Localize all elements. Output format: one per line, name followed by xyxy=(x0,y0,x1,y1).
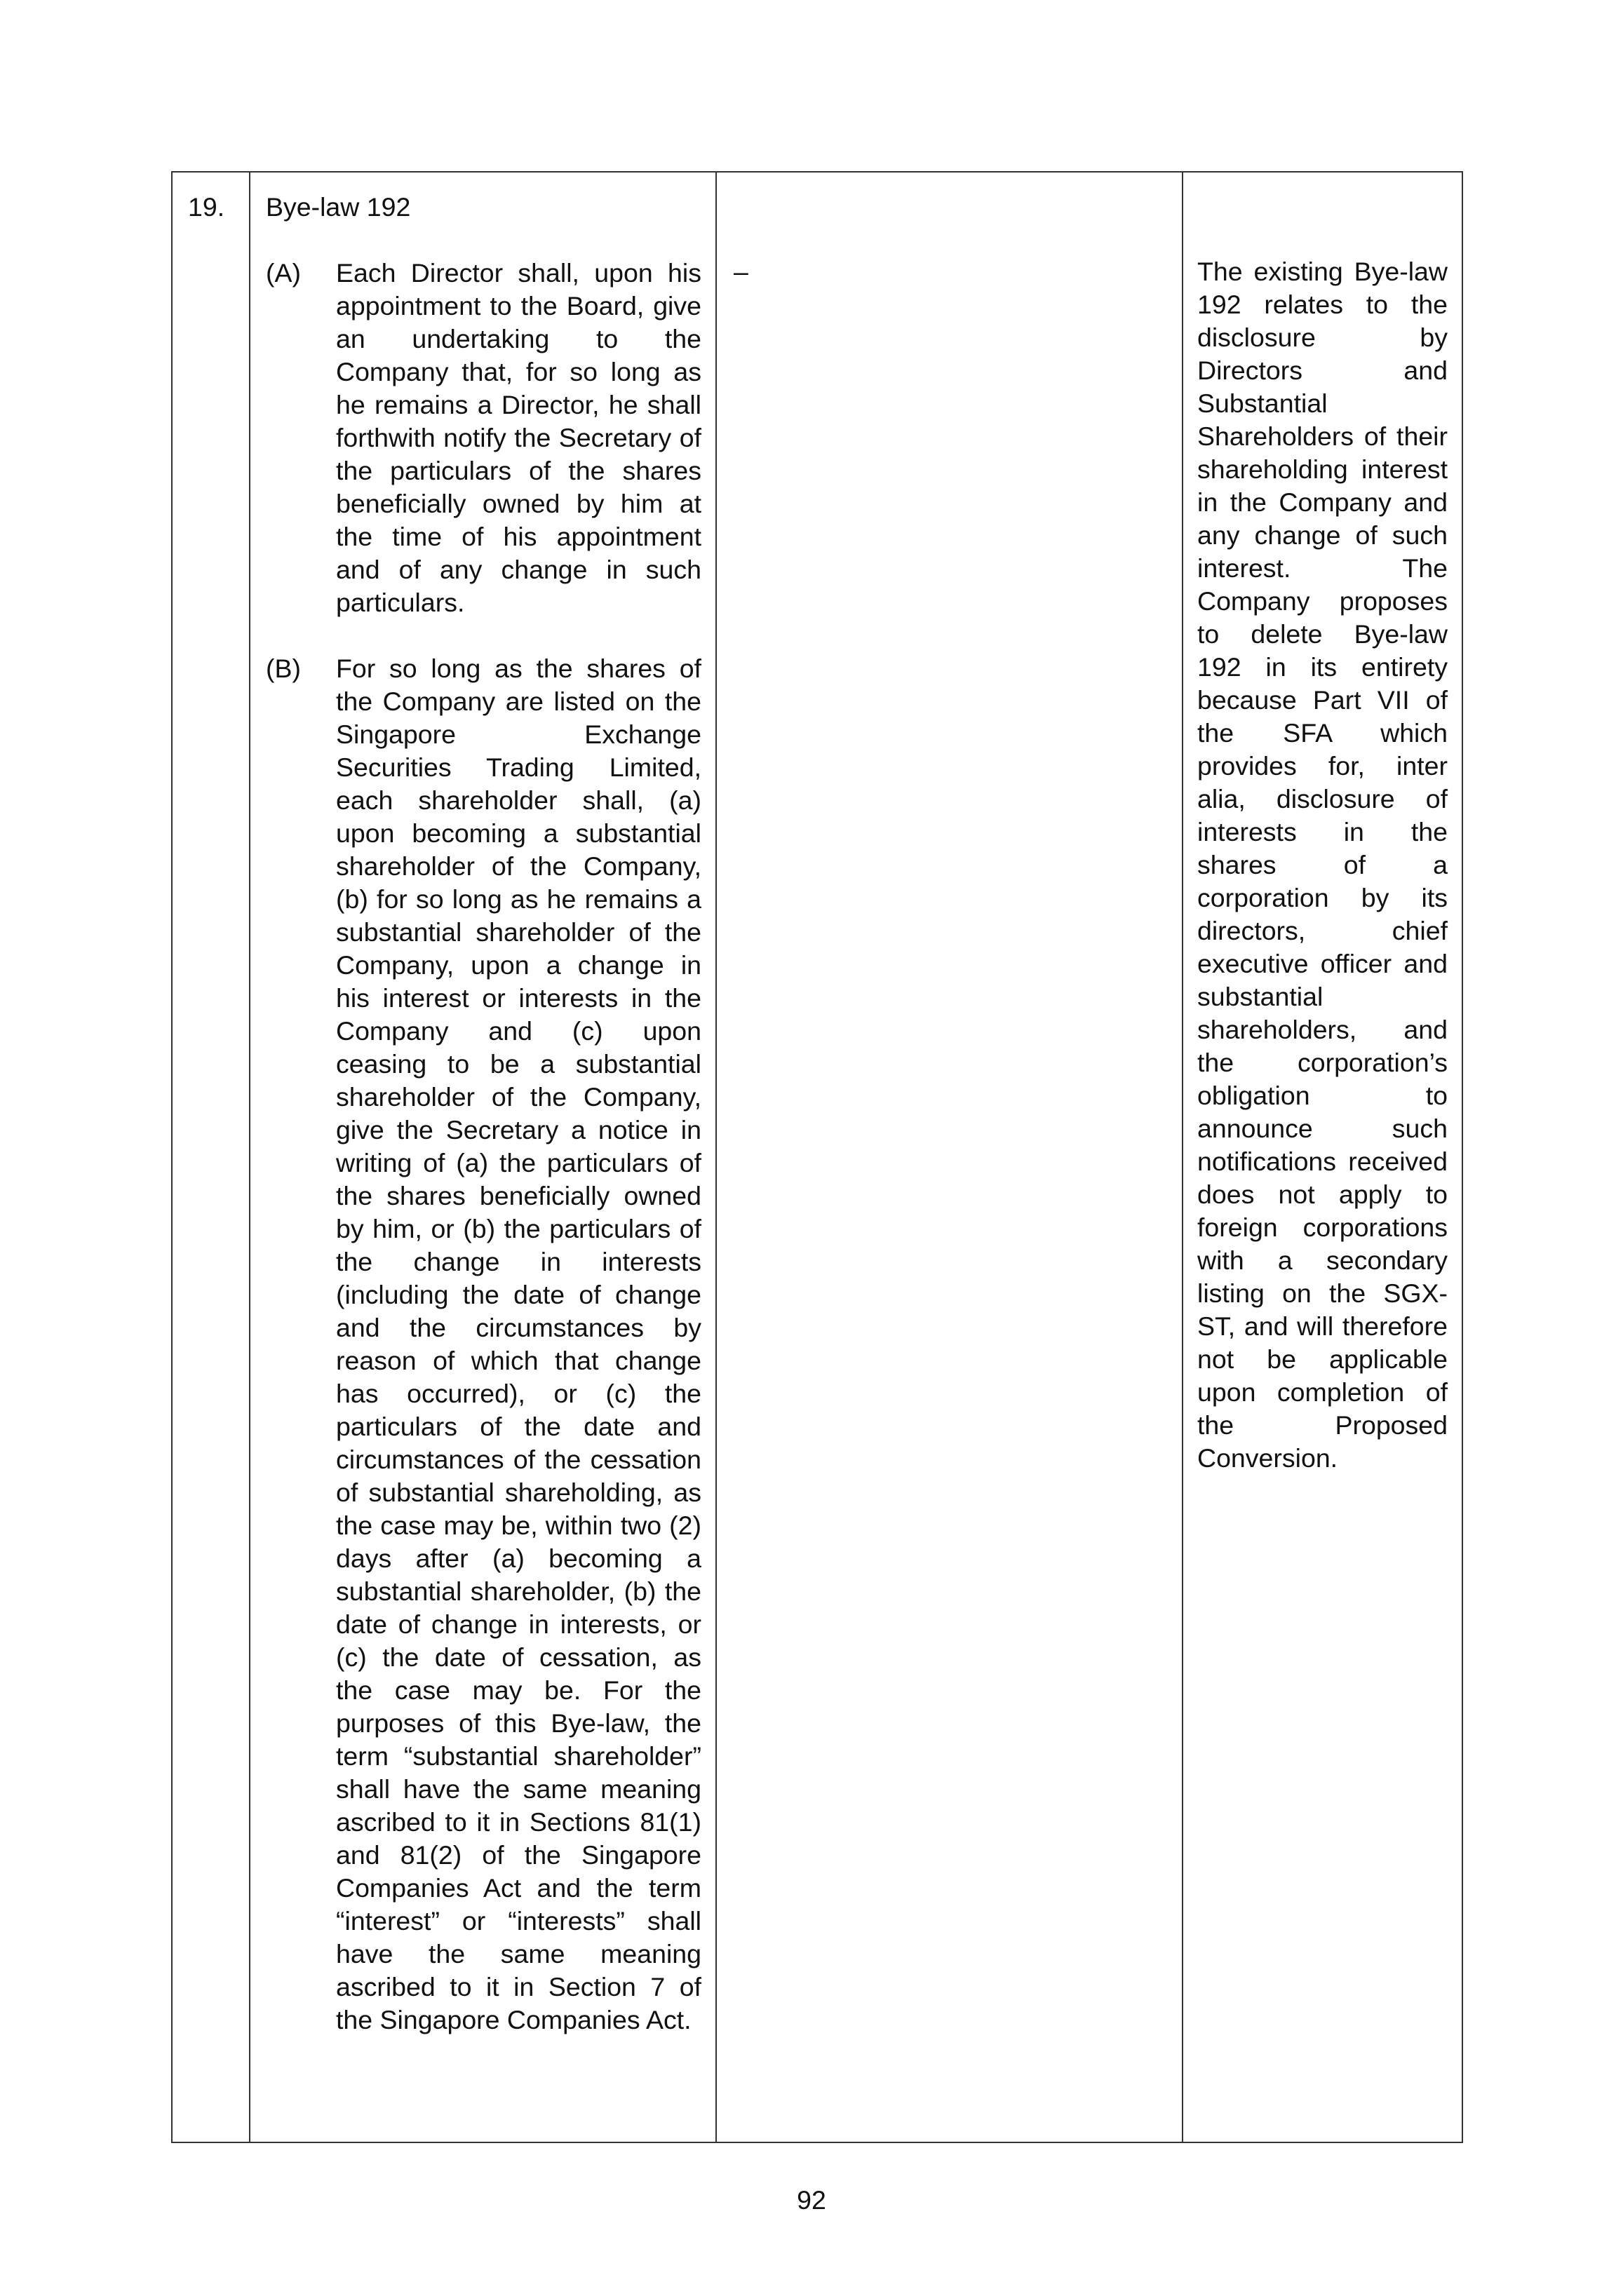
comparison-table xyxy=(171,171,1463,2143)
clause-text: Each Director shall, upon his appointment to the Board, give an undertaking to the Company that, for so long as he remains a Director, he shall forthwith notify the Secretary of the particulars of the shares beneficially owned by him at the time of his appointment and of any change in such particulars. xyxy=(336,258,701,617)
clause-label: (A) xyxy=(266,258,301,288)
proposed-text: – xyxy=(734,257,748,286)
page-number: 92 xyxy=(797,2185,826,2215)
proposed-bye-law-cell xyxy=(716,172,1183,2142)
clause-text: For so long as the shares of the Company are listed on the Singapore Exchange Securities Trading Limited, each shareholder shall, (a) upon becoming a substantial shareholder of the Company, (b) for so long as he remains a substantial shareholder of the Company, upon a change in his interest or interests in the Company and (c) upon ceasing to be a substantial shareholder of the Company, give the Secretary a notice in writing of (a) the particulars of the shares beneficially owned by him, or (b) the particulars of the change in interests (including the date of change and the circumstances by reason of which that change has occurred), or (c) the particulars of the date and circumstances of the cessation of substantial shareholding, as the case may be, within two (2) days after (a) becoming a substantial shareholder, (b) the date of change in interests, or (c) the date of cessation, as the case may be. For the purposes of this Bye-law, the term “substantial shareholder” shall have the same meaning ascribed to it in Sections 81(1) and 81(2) of the Singapore Companies Act and the term “interest” or “interests” shall have the same meaning ascribed to it in Section 7 of the Singapore Companies Act. xyxy=(336,654,701,2034)
remarks-cell xyxy=(1183,172,1462,2142)
bye-law-heading: Bye-law 192 xyxy=(266,192,411,222)
row-number: 19. xyxy=(188,192,225,222)
clause-b xyxy=(266,652,701,2037)
clause-label: (B) xyxy=(266,654,301,683)
table-row xyxy=(172,172,1462,2142)
row-number-cell xyxy=(172,172,250,2142)
clause-a xyxy=(266,257,701,619)
remarks-text: The existing Bye-law 192 relates to the disclosure by Directors and Substantial Shareholders of their shareholding interest in the Company and any change of such interest. The Company proposes to delete Bye-law 192 in its entirety because Part VII of the SFA which provides for, inter alia, disclosure of interests in the shares of a corporation by its directors, chief executive officer and substantial shareholders, and the corporation’s obligation to announce such notifications received does not apply to foreign corporations with a secondary listing on the SGX-ST, and will therefore not be applicable upon completion of the Proposed Conversion. xyxy=(1197,257,1448,1473)
existing-bye-law-cell xyxy=(250,172,716,2142)
